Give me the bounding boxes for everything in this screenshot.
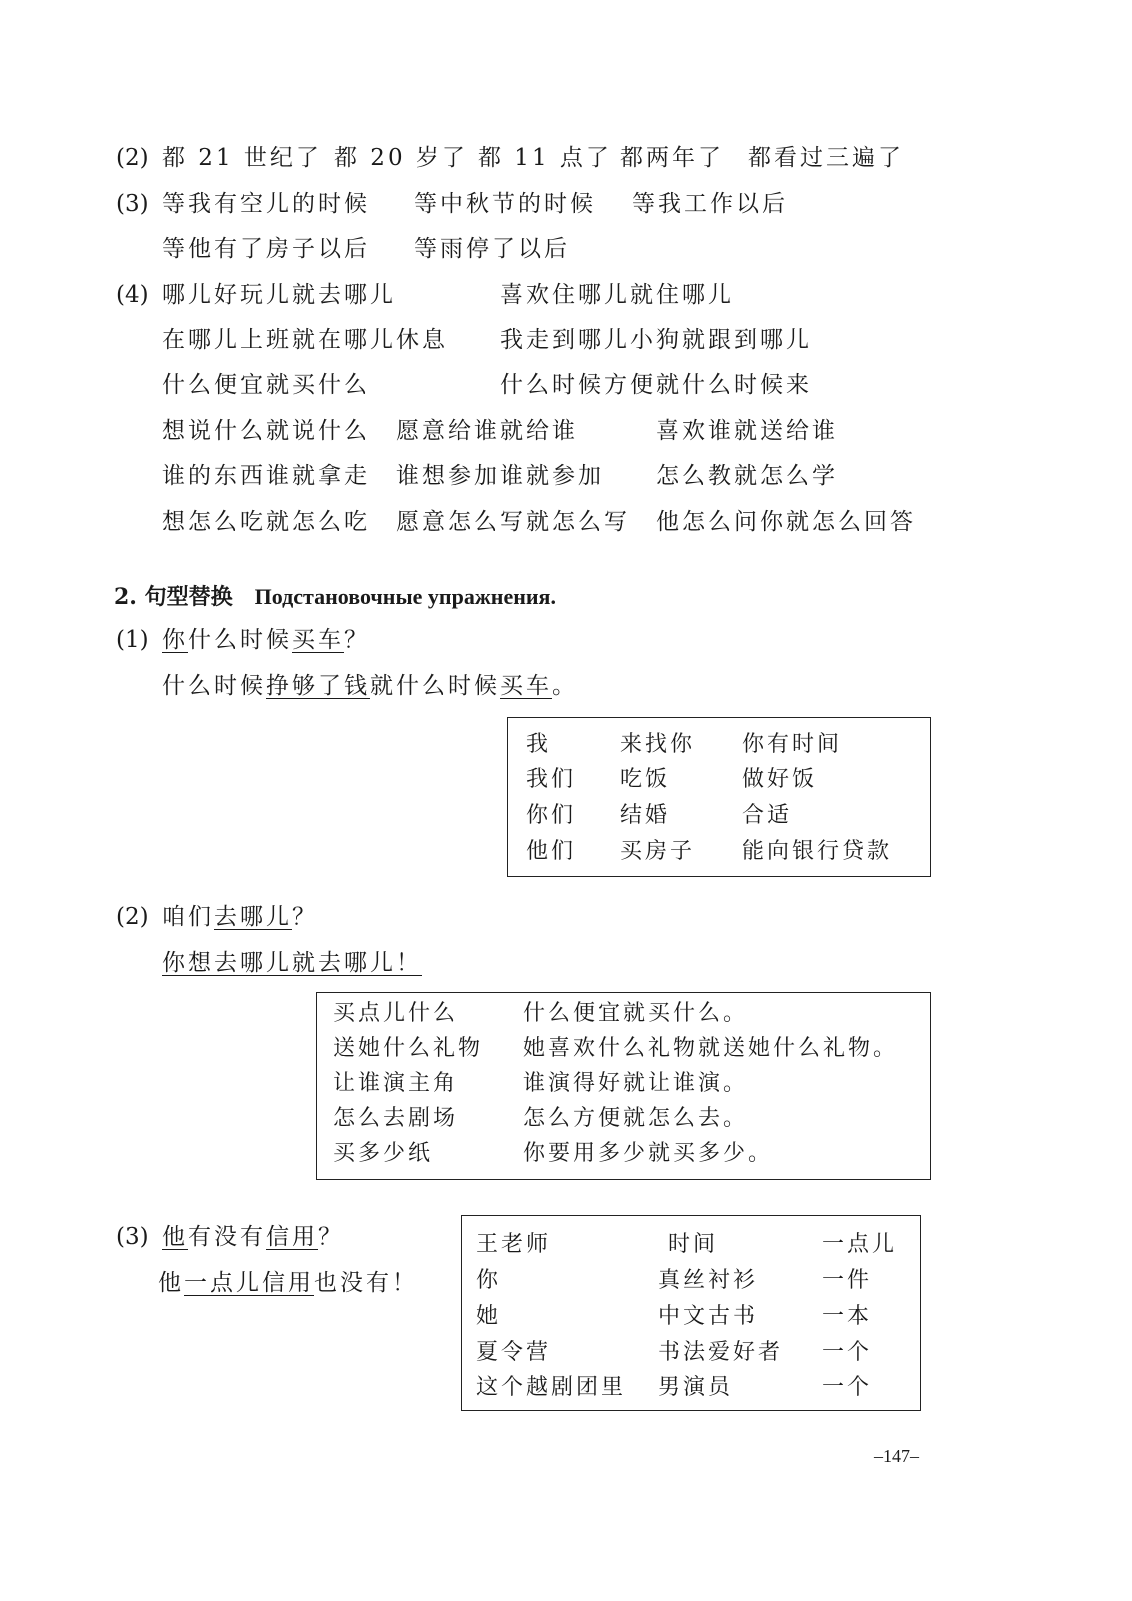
question-mark: ？ [344,627,370,653]
exercise-answer: 你想去哪儿就去哪儿！ [162,950,422,976]
substitution-table [461,1215,921,1411]
table-cell: 你们 [526,803,577,828]
table-cell: 一个 [822,1340,873,1365]
phrase: 都 21 世纪了 [162,145,322,171]
table-cell: 夏令营 [476,1340,552,1365]
table-cell: 谁演得好就让谁演。 [523,1071,749,1096]
question-text: 有没有 [188,1224,266,1250]
phrase: 喜欢谁就送给谁 [656,418,838,444]
table-cell: 时间 [668,1232,719,1257]
exercise-answer [158,1268,418,1298]
phrase: 愿意给谁就给谁 [396,418,578,444]
phrase: 等我工作以后 [632,191,788,217]
phrase: 谁想参加谁就参加 [396,463,604,489]
question-mark: ？ [292,904,318,930]
exercise-number: (1) [116,627,149,653]
table-cell: 怎么去剧场 [333,1106,459,1131]
exercise-question [162,902,318,932]
phrase: 等中秋节的时候 [414,191,596,217]
answer-text: 就什么时候 [370,673,500,699]
phrase: 哪儿好玩儿就去哪儿 [162,282,396,308]
table-cell: 这个越剧团里 [476,1375,627,1400]
underlined-slot: 买车 [500,673,552,699]
table-cell: 吃饭 [620,767,671,792]
question-text: 咱们 [162,904,214,930]
table-cell: 你要用多少就买多少。 [523,1141,774,1166]
table-cell: 我 [526,732,552,757]
section-heading [114,582,556,612]
answer-text: 也没有！ [314,1270,418,1296]
substitution-table [507,717,931,877]
exercise-number: (3) [116,1224,149,1250]
phrase: 都看过三遍了 [748,145,904,171]
underlined-slot: 一点儿 [184,1270,262,1296]
question-text: 什么时候 [188,627,292,653]
table-cell: 一本 [822,1304,873,1329]
item-number: (4) [116,282,149,308]
underlined-slot: 信用 [266,1224,318,1250]
section-title-cn: 2. 句型替换 [114,584,233,610]
answer-punct: 。 [552,673,578,699]
table-cell: 怎么方便就怎么去。 [523,1106,749,1131]
exercise-answer [162,671,578,701]
item-number: (3) [116,191,149,217]
table-cell: 买多少纸 [333,1141,434,1166]
table-cell: 一件 [822,1268,873,1293]
table-cell: 你有时间 [742,732,843,757]
table-cell: 送她什么礼物 [333,1036,484,1061]
table-cell: 王老师 [476,1232,552,1257]
table-cell: 他们 [526,839,577,864]
exercise-question [162,1222,344,1252]
phrase: 喜欢住哪儿就住哪儿 [500,282,734,308]
table-cell: 中文古书 [658,1304,759,1329]
phrase: 想怎么吃就怎么吃 [162,509,370,535]
table-cell: 能向银行贷款 [742,839,893,864]
exercise-number: (2) [116,904,149,930]
table-cell: 合适 [742,803,793,828]
table-cell: 什么便宜就买什么。 [523,1001,749,1026]
answer-text: 什么时候 [162,673,266,699]
table-cell: 男演员 [658,1375,734,1400]
table-cell: 买房子 [620,839,696,864]
phrase: 等雨停了以后 [414,236,570,262]
phrase: 在哪儿上班就在哪儿休息 [162,327,448,353]
table-cell: 书法爱好者 [658,1340,784,1365]
table-cell: 她 [476,1304,502,1329]
question-mark: ？ [318,1224,344,1250]
phrase: 想说什么就说什么 [162,418,370,444]
phrase: 什么便宜就买什么 [162,372,370,398]
table-cell: 真丝衬衫 [658,1268,759,1293]
page-number: –147– [874,1446,919,1466]
table-cell: 一个 [822,1375,873,1400]
phrase: 等我有空儿的时候 [162,191,370,217]
table-cell: 我们 [526,767,577,792]
phrase: 都 11 点了 [478,145,612,171]
table-cell: 你 [476,1268,502,1293]
table-cell: 结婚 [620,803,671,828]
phrase: 都 20 岁了 [334,145,468,171]
answer-text: 他 [158,1270,184,1296]
substitution-table [316,992,931,1180]
phrase: 怎么教就怎么学 [656,463,838,489]
phrase: 谁的东西谁就拿走 [162,463,370,489]
phrase: 都两年了 [620,145,724,171]
table-cell: 她喜欢什么礼物就送她什么礼物。 [523,1036,899,1061]
underlined-slot: 信用 [262,1270,314,1296]
underlined-slot: 他 [162,1224,188,1250]
exercise-question [162,625,370,655]
table-cell: 让谁演主角 [333,1071,459,1096]
table-cell: 来找你 [620,732,696,757]
phrase: 等他有了房子以后 [162,236,370,262]
underlined-slot: 去哪儿 [214,904,292,930]
table-cell: 做好饭 [742,767,818,792]
phrase: 什么时候方便就什么时候来 [500,372,812,398]
section-title-ru: Подстановочные упражнения. [254,584,556,609]
item-number: (2) [116,145,149,171]
phrase: 我走到哪儿小狗就跟到哪儿 [500,327,812,353]
phrase: 他怎么问你就怎么回答 [656,509,916,535]
table-cell: 一点儿 [822,1232,898,1257]
table-cell: 买点儿什么 [333,1001,459,1026]
underlined-slot: 挣够了钱 [266,673,370,699]
phrase: 愿意怎么写就怎么写 [396,509,630,535]
underlined-slot: 你 [162,627,188,653]
underlined-slot: 买车 [292,627,344,653]
